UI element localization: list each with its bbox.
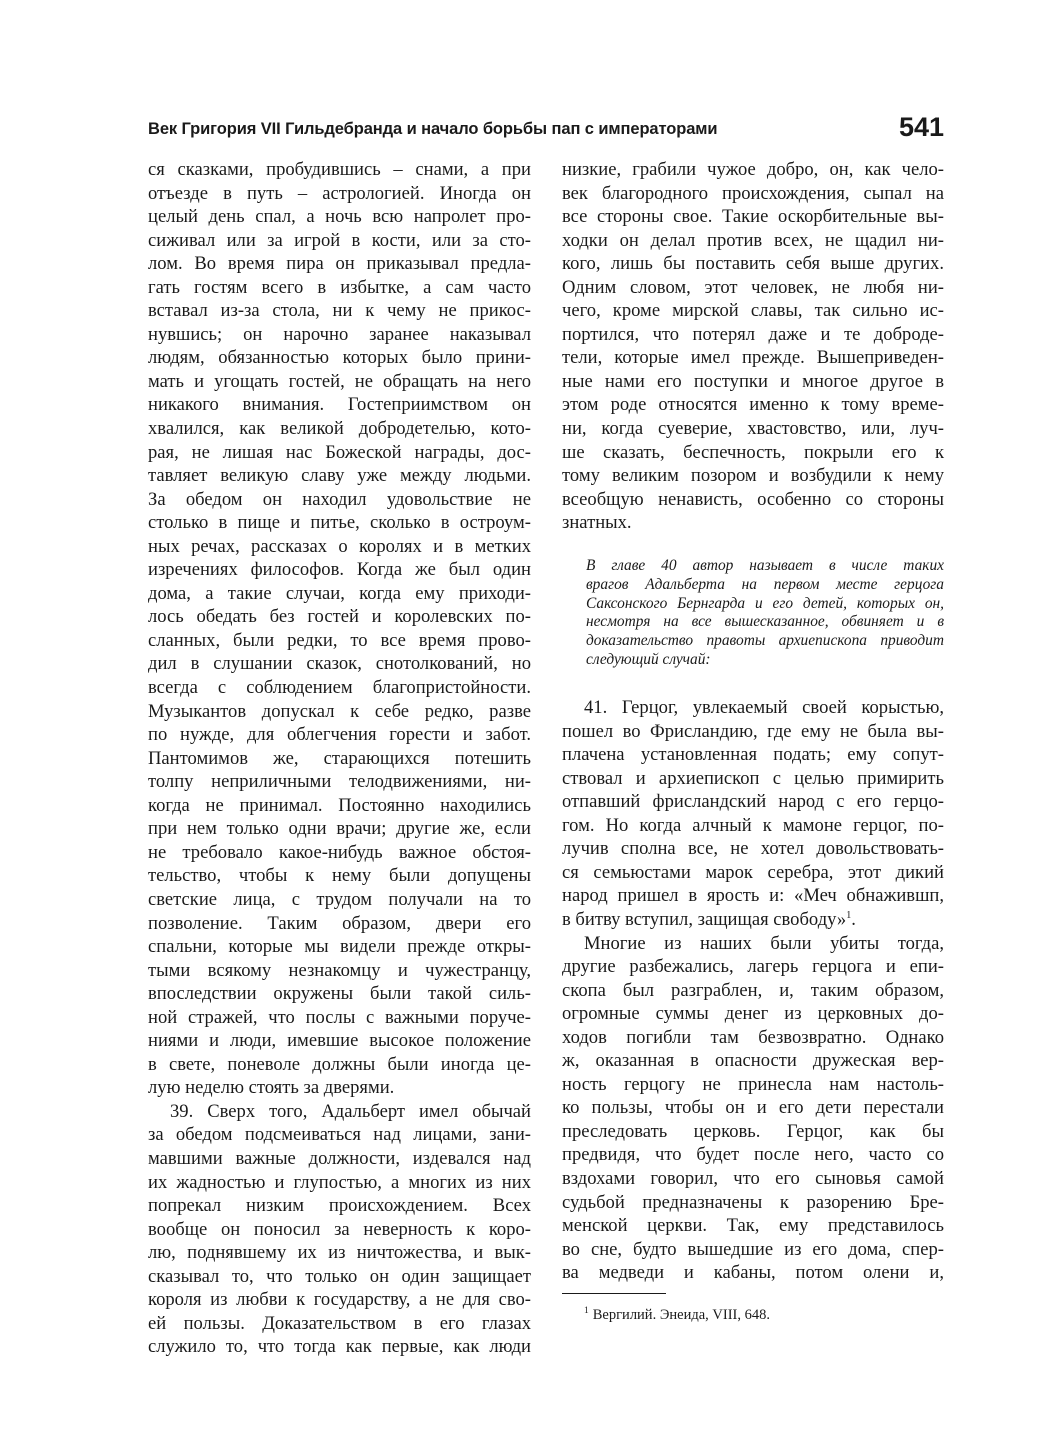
text-line: предвидя, что будет после него, часто со xyxy=(562,1144,944,1166)
running-header xyxy=(148,112,944,146)
text-line: ствовал и архиепископ с целью примирить xyxy=(562,767,944,789)
text-line: за обедом подсмеиваться над лицами, зани- xyxy=(148,1124,531,1146)
text-line: ность герцогу не принесла нам настоль- xyxy=(562,1073,944,1095)
text-line: Музыкантов допускал к себе редко, разве xyxy=(148,700,531,722)
text-line: ходки он делал против всех, не щадил ни- xyxy=(562,229,944,251)
text-line: ниями и люди, имевшие высокое положение xyxy=(148,1030,531,1052)
text-line: изречениях философов. Когда же был один xyxy=(148,559,531,581)
text-line: преследовать церковь. Герцог, как бы xyxy=(562,1120,944,1142)
text-line: гать гостям всего в избытке, а сам часто xyxy=(148,276,531,298)
text-line: короля из любви к государству, а не для сво- xyxy=(148,1289,531,1311)
text-line: вздохами говорил, что его сыновья самой xyxy=(562,1168,944,1190)
footnote-number: 1 xyxy=(584,1306,589,1317)
text-line: позволение. Таким образом, двери его xyxy=(148,912,531,934)
summary-line: Саксонского Бернгарда и его детей, которых он, xyxy=(586,594,944,612)
text-line: низкие, грабили чужое добро, он, как чело- xyxy=(562,159,944,180)
text-line: отъезде в путь – астрологией. Иногда он xyxy=(148,182,531,204)
text-line: менской церкви. Так, ему представилось xyxy=(562,1215,944,1237)
text-line: все стороны свое. Такие оскорбительные вы- xyxy=(562,206,944,228)
text-line: светские лица, с трудом получали на то xyxy=(148,888,531,910)
text-line: ной стражей, что послы с важными поруче- xyxy=(148,1006,531,1028)
text-line: толпу неприличными телодвижениями, ни- xyxy=(148,771,531,793)
text-line: служило то, что тогда как первые, как люди xyxy=(148,1336,531,1358)
text-line: тавляет великую славу уже между людьми. xyxy=(148,465,531,487)
right-column xyxy=(562,158,944,1285)
text-fragment: в битву вступил, защищая свободу» xyxy=(562,909,847,931)
text-line: во сне, будто вышедшие из его дома, спер- xyxy=(562,1238,944,1260)
text-line: огромные суммы денег из церковных до- xyxy=(562,1003,944,1025)
text-line: попрекал низким происхождением. Всех xyxy=(148,1195,531,1217)
text-line: целый день спал, а ночь всю напролет про- xyxy=(148,206,531,228)
left-column xyxy=(148,158,531,1359)
text-line: впоследствии окружены были такой силь- xyxy=(148,983,531,1005)
text-line: по нужде, для облегчения горести и забот. xyxy=(148,724,531,746)
text-line: другие разбежались, лагерь герцога и епи- xyxy=(562,956,944,978)
chapter-40-summary xyxy=(562,557,944,670)
text-line: народ пришел в ярость и: «Меч обнажившп, xyxy=(562,885,944,907)
text-line: мать и угощать гостей, не обращать на него xyxy=(148,370,531,392)
spacer xyxy=(562,670,944,696)
text-line: ных речах, рассказах о королях и в метких xyxy=(148,535,531,557)
text-line: сказывал то, что только он один защищает xyxy=(148,1265,531,1287)
text-line: тому великим позором и возбудили к нему xyxy=(562,465,944,487)
text-line-with-footnote: в битву вступил, защищая свободу»$^1$. xyxy=(562,909,856,931)
text-line: кого, лишь бы поставить себя выше других. xyxy=(562,253,944,275)
text-line: нувшись; он нарочно заранее наказывал xyxy=(148,323,531,345)
text-line: тели, которые имел прежде. Вышеприведен- xyxy=(562,347,944,369)
text-line: ходов погибли там безвозвратно. Однако xyxy=(562,1026,944,1048)
text-line: ся сказками, пробудившись – снами, а при xyxy=(148,159,531,180)
text-line: спальни, которые мы видели прежде откры- xyxy=(148,936,531,958)
page-number: 541 xyxy=(898,112,944,142)
text-line: ше сказать, беспечность, покрыли его к xyxy=(562,441,944,463)
summary-line: доказательство правоты архиепископа приводит xyxy=(586,632,944,650)
text-line: в свете, поневоле должны были иногда це- xyxy=(148,1053,531,1075)
paragraph-start: Многие из наших были убиты тогда, xyxy=(584,932,944,954)
text-line: За обедом он находил удовольствие не xyxy=(148,488,531,510)
paragraph-start-41: 41. Герцог, увлекаемый своей корыстью, xyxy=(584,697,944,719)
text-line: ся семьюстами марок серебра, этот дикий xyxy=(562,861,944,883)
text-line: рая, не лишая нас Божеской награды, дос- xyxy=(148,441,531,463)
text-line: вставал из-за стола, ни к чему не прикос- xyxy=(148,300,531,322)
text-line: при нем только одни врачи; другие же, если xyxy=(148,818,531,840)
running-title: Век Григория VII Гильдебранда и начало борьбы пап с императорами xyxy=(148,120,718,138)
paragraph-start-39: 39. Сверх того, Адальберт имел обычай xyxy=(170,1100,531,1122)
text-line: лую неделю стоять за дверями. xyxy=(148,1077,395,1099)
text-line: лом. Во время пира он приказывал предла- xyxy=(148,253,531,275)
text-line: отпавший фрисландский народ с его герцо- xyxy=(562,791,944,813)
text-line: дил в слушании сказок, снотолкований, но xyxy=(148,653,531,675)
text-line: ни, когда суеверие, хвастовство, или, луч- xyxy=(562,418,944,440)
text-line: людям, обязанностью которых было прини- xyxy=(148,347,531,369)
text-line: сланных, были редки, то все время прово- xyxy=(148,629,531,651)
text-line: пошел во Фрисландию, где ему не была вы- xyxy=(562,720,944,742)
summary-line: врагов Адальберта на первом месте герцога xyxy=(586,575,944,593)
text-line: ные нами его поступки и многое другое в xyxy=(562,370,944,392)
text-line: никакого внимания. Гостеприимством он xyxy=(148,394,531,416)
text-line: лучив сполна все, не хотел довольствовать- xyxy=(562,838,944,860)
text-line: Пантомимов же, старающихся потешить xyxy=(148,747,531,769)
text-line: не требовало какое-нибудь важное обстоя- xyxy=(148,841,531,863)
text-line: ва медведи и кабаны, потом олени и, xyxy=(562,1262,944,1284)
text-line: Одним словом, этот человек, не любя ни- xyxy=(562,276,944,298)
text-line: столько в пище и питье, сколько в остроум- xyxy=(148,512,531,534)
text-line: хвалился, как великой добродетелью, кото- xyxy=(148,418,531,440)
text-line: ко пользы, чтобы он и его дети перестали xyxy=(562,1097,944,1119)
summary-line: следующий случай: xyxy=(586,651,711,669)
text-line: вообще он поносил за неверность к коро- xyxy=(148,1218,531,1240)
text-line: сиживал или за игрой в кости, или за сто- xyxy=(148,229,531,251)
summary-line: несмотря на все вышесказанное, обвиняет и в xyxy=(586,613,944,631)
text-line: знатных. xyxy=(562,512,632,534)
text-line: век благородного происхождения, сыпал на xyxy=(562,182,944,204)
text-line: когда не принимал. Постоянно находились xyxy=(148,794,531,816)
footnote xyxy=(562,1306,944,1324)
text-line: гом. Но когда алчный к мамоне герцог, по- xyxy=(562,814,944,836)
text-line: их жадностью и глупостью, а многих из них xyxy=(148,1171,531,1193)
text-line: лю, поднявшему их из ничтожества, и вык- xyxy=(148,1242,531,1264)
text-line: лось обедать без гостей и королевских по- xyxy=(148,606,531,628)
text-line: дома, а такие случаи, когда ему приходи- xyxy=(148,582,531,604)
text-line: тыми всякому незнакомцу и чужестранцу, xyxy=(148,959,531,981)
text-line: ж, оказанная в опасности дружеская вер- xyxy=(562,1050,944,1072)
text-line: этом роде относятся именно к тому време- xyxy=(562,394,944,416)
text-line: всегда с соблюдением благопристойности. xyxy=(148,677,531,699)
text-line: чего, кроме мирской славы, так сильно ис- xyxy=(562,300,944,322)
text-line: судьбой предназначены к разорению Бре- xyxy=(562,1191,944,1213)
text-line: скопа был разграблен, и, таким образом, xyxy=(562,979,944,1001)
text-line: всеобщую ненависть, особенно со стороны xyxy=(562,488,944,510)
text-line: плачена установленная подать; ему сопут- xyxy=(562,744,944,766)
text-line: мавшими важные должности, издевался над xyxy=(148,1147,531,1169)
footnote-separator xyxy=(562,1293,666,1294)
footnote-reference: 1 xyxy=(846,909,852,921)
summary-line: В главе 40 автор называет в числе таких xyxy=(586,556,944,574)
text-line: ей пользы. Доказательством в его глазах xyxy=(148,1312,531,1334)
footnote-text: Вергилий. Энеида, VIII, 648. xyxy=(592,1307,770,1323)
text-line: портился, что потерял даже и те доброде- xyxy=(562,323,944,345)
spacer xyxy=(562,535,944,557)
text-line: тельство, чтобы к нему были допущены xyxy=(148,865,531,887)
